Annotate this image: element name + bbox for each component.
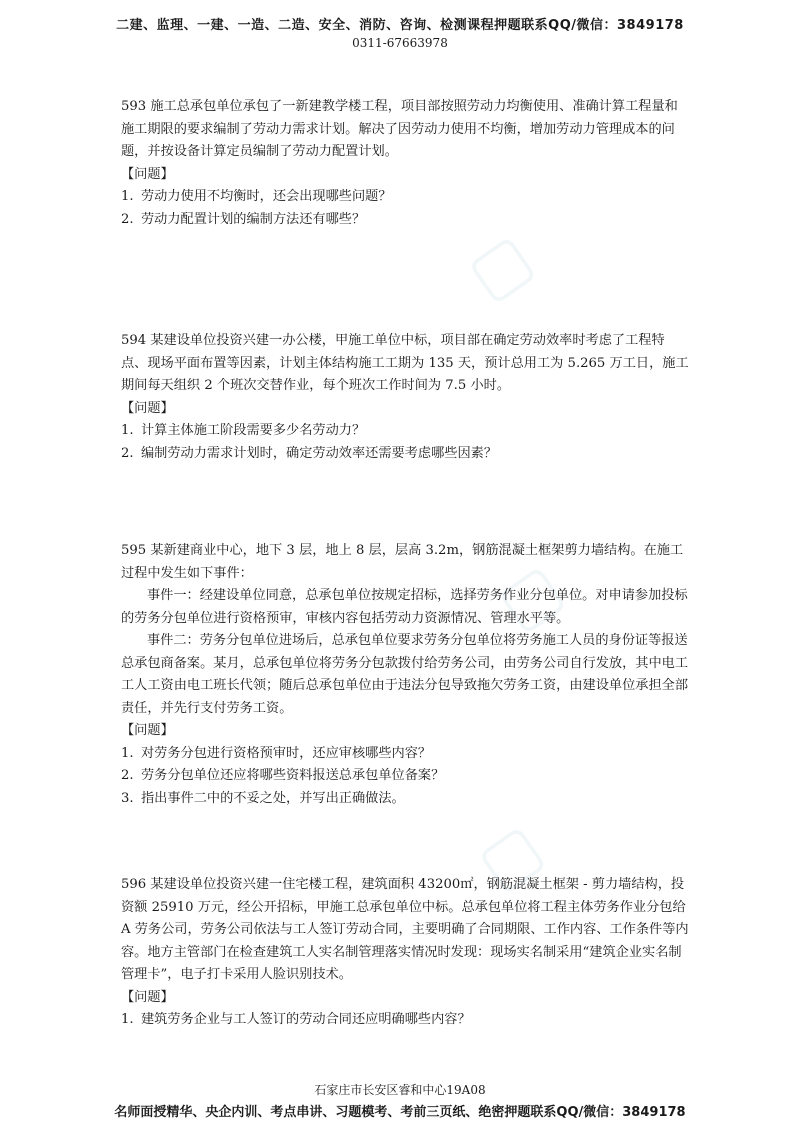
question-list	[121, 186, 691, 231]
footer-address: 石家庄市长安区睿和中心19A08	[314, 1083, 486, 1097]
question-list	[121, 743, 691, 811]
question-595	[121, 540, 691, 810]
watermark: ▢	[464, 809, 557, 905]
question-text: 595 某新建商业中心，地下 3 层，地上 8 层，层高 3.2m，钢筋混凝土框架剪力墙结构。在施工过程中发生如下事件：	[121, 543, 684, 581]
list-item: 1. 劳动力使用不均衡时，还会出现哪些问题？	[121, 189, 392, 204]
question-list	[121, 1009, 691, 1032]
question-event-1: 事件一：经建设单位同意，总承包单位按规定招标，选择劳务作业分包单位。对申请参加投标的劳务分包单位进行资格预审，审核内容包括劳动力资源情况、管理水平等。	[121, 588, 688, 626]
list-item: 2. 编制劳动力需求计划时，确定劳动效率还需要考虑哪些因素？	[121, 445, 498, 461]
question-label: 【问题】	[121, 723, 174, 738]
question-594	[121, 330, 691, 465]
question-593	[121, 96, 691, 231]
question-label: 【问题】	[121, 400, 174, 416]
footer-promo: 名师面授精华、央企内训、考点串讲、习题模考、考前三页纸、绝密押题联系QQ/微信：3849178	[114, 1105, 686, 1120]
header-phone: 0311-67663978	[352, 36, 448, 50]
question-list	[121, 420, 691, 465]
question-text: 593 施工总承包单位承包了一新建教学楼工程，项目部按照劳动力均衡使用、准确计算工程量和施工期限的要求编制了劳动力需求计划。解决了因劳动力使用不均衡，增加劳动力管理成本的问题，并按设备计算定员编制了劳动力配置计划。	[121, 99, 678, 159]
question-label: 【问题】	[121, 166, 174, 182]
list-item: 1. 计算主体施工阶段需要多少名劳动力？	[121, 423, 366, 438]
list-item: 2. 劳务分包单位还应将哪些资料报送总承包单位备案？	[121, 768, 445, 783]
list-item: 1. 建筑劳务企业与工人签订的劳动合同还应明确哪些内容？	[121, 1012, 471, 1027]
watermark: ▢	[484, 549, 577, 645]
list-item: 1. 对劳务分包进行资格预审时，还应审核哪些内容？	[121, 745, 432, 761]
question-596	[121, 874, 691, 1032]
question-text: 594 某建设单位投资兴建一办公楼，甲施工单位中标，项目部在确定劳动效率时考虑了工程特点、现场平面布置等因素，计划主体结构施工工期为 135 天，预计总用工为 5.265 万工日，施工期间每天组织 2 个班次交替作业，每个班次工作时间为 7.5 小时。	[121, 333, 689, 393]
question-event-2: 事件二：劳务分包单位进场后，总承包单位要求劳务分包单位将劳务施工人员的身份证等报送总承包商备案。某月，总承包单位将劳务分包款拨付给劳务公司，由劳务公司自行发放，其中电工工人工资由电工班长代领；随后总承包单位由于违法分包导致拖欠劳务工资，由建设单位承担全部责任，并先行支付劳务工资。	[121, 633, 689, 716]
page-footer	[0, 1081, 800, 1120]
watermark: ▢	[454, 219, 547, 315]
page-header	[0, 14, 800, 50]
question-text: 596 某建设单位投资兴建一住宅楼工程，建筑面积 43200㎡，钢筋混凝土框架 - 剪力墙结构，投资额 25910 万元，经公开招标，甲施工总承包单位中标。总承包单位将工程主体劳务作业分包给 A 劳务公司，劳务公司依法与工人签订劳动合同，主要明确了合同期限、工作内容、工作条件等内容。地方主管部门在检查建筑工人实名制管理落实情况时发现：现场实名制采用“建筑企业实名制管理卡”，电子打卡采用人脸识别技术。	[121, 877, 689, 982]
list-item: 2. 劳动力配置计划的编制方法还有哪些？	[121, 211, 366, 227]
header-contact: 二建、监理、一建、一造、二造、安全、消防、咨询、检测课程押题联系QQ/微信：3849178	[116, 18, 684, 33]
list-item: 3. 指出事件二中的不妥之处，并写出正确做法。	[121, 790, 405, 806]
question-label: 【问题】	[121, 989, 174, 1005]
